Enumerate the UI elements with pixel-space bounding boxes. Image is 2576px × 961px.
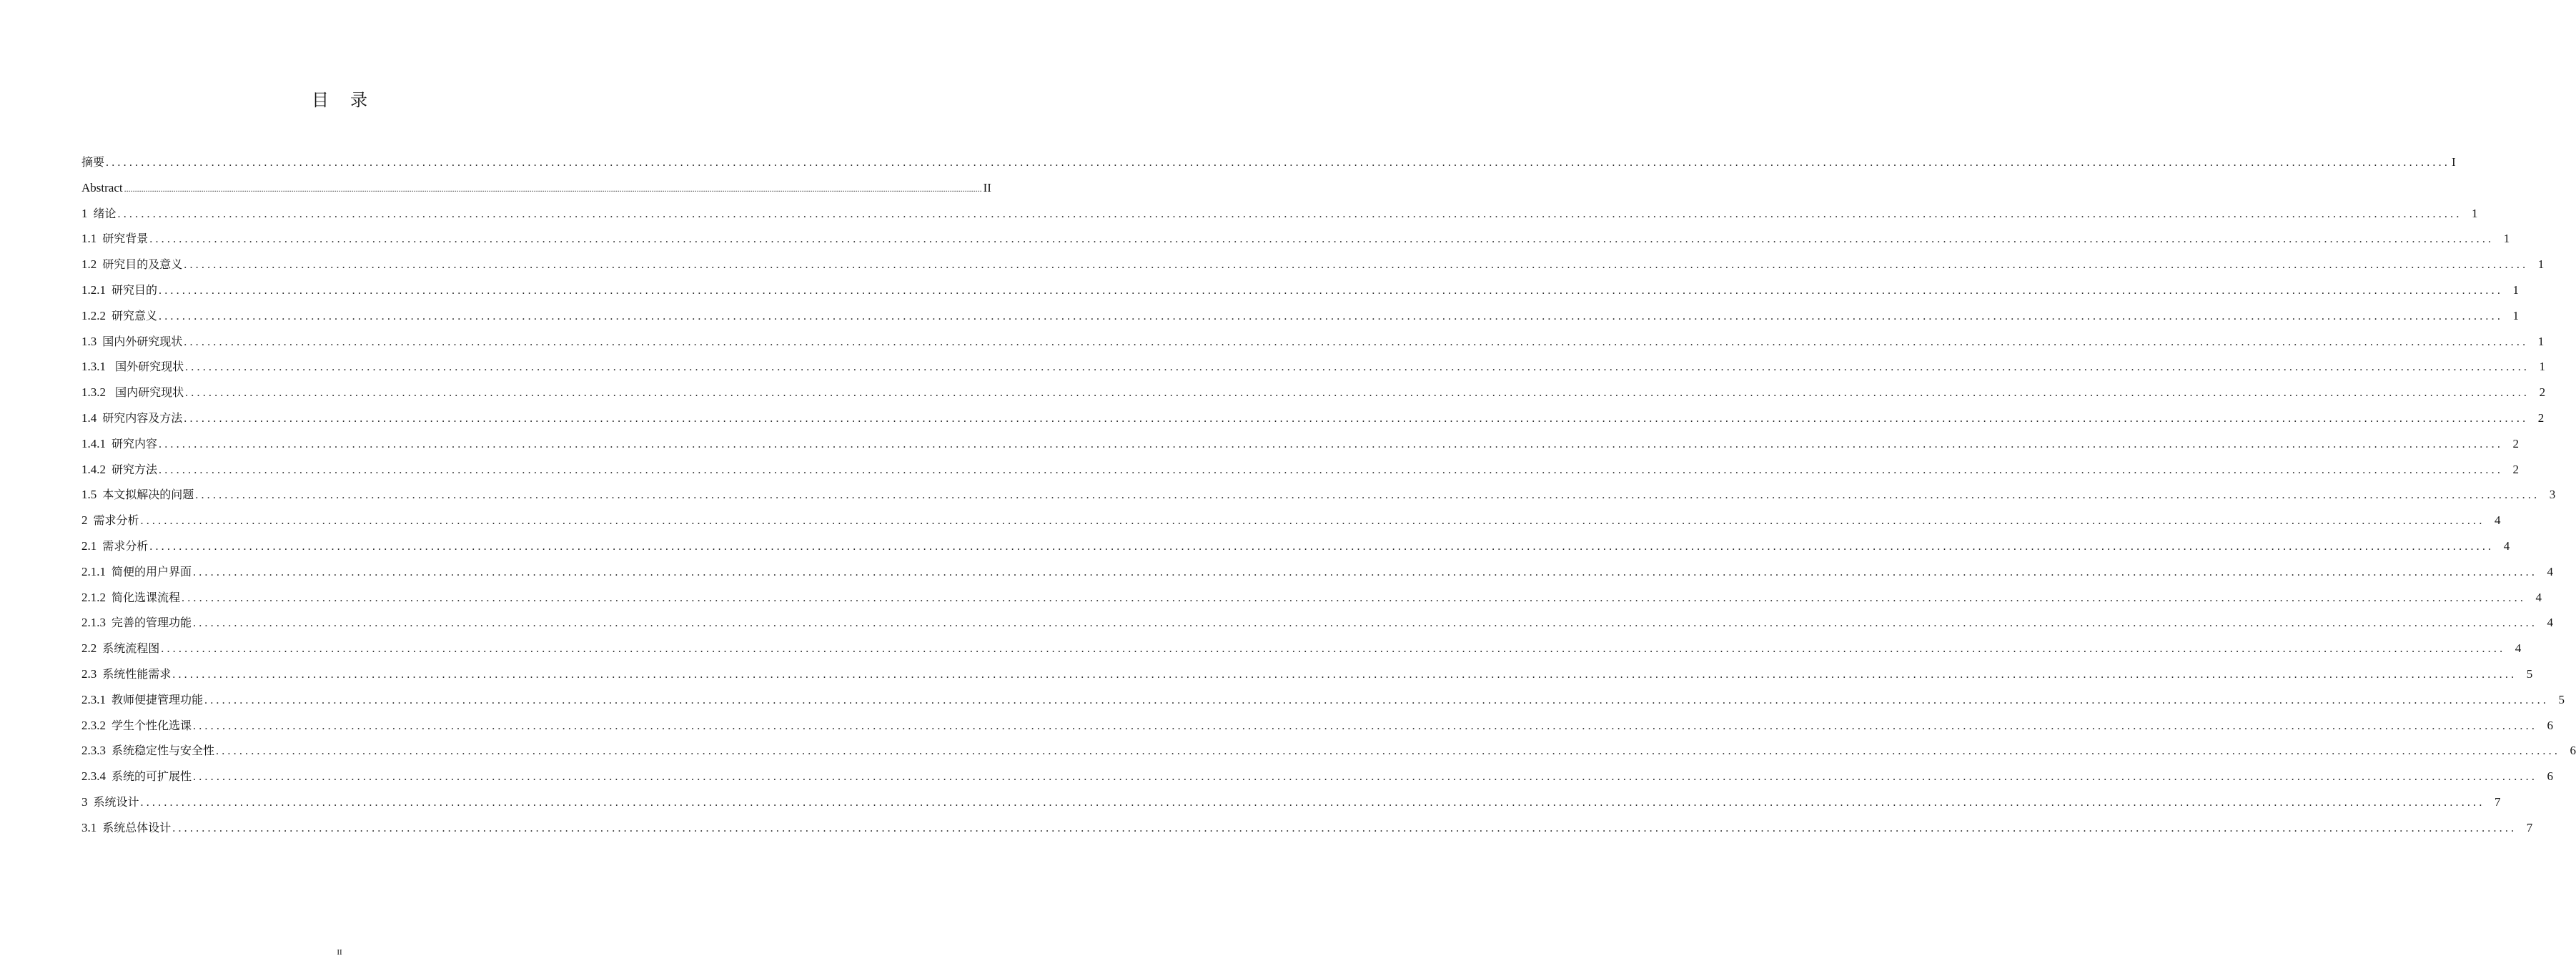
toc-entry[interactable] (81, 329, 2545, 355)
toc-entry-title: 国内外研究现状 (102, 334, 183, 348)
toc-entry-page: 1 (2537, 257, 2545, 272)
toc-entry-title: 研究背景 (102, 232, 149, 246)
toc-entry-label (81, 815, 171, 842)
toc-entry-label (81, 226, 148, 252)
toc-entry-title: 摘要 (81, 155, 105, 169)
toc-dot-leader: ................................................................................................................................................................................................................................................................................................................................................................................................................ (184, 259, 2529, 272)
toc-entry-page: 7 (2495, 794, 2501, 809)
toc-dot-leader: ................................................................................................................................................................................................................................................................................................................................................................................................................ (124, 183, 982, 194)
toc-entry-title: 简便的用户界面 (112, 564, 192, 578)
toc-entry-label (81, 533, 148, 560)
toc-dot-leader: ................................................................................................................................................................................................................................................................................................................................................................................................................ (172, 822, 2517, 834)
toc-entry-label (81, 585, 180, 611)
toc-entry-number: 1.5 (81, 488, 97, 502)
toc-entry-label (81, 610, 192, 636)
toc-entry-number: 2.1.1 (81, 564, 106, 578)
toc-entry-number: 2.3.2 (81, 718, 106, 732)
toc-entry-label (81, 482, 194, 508)
toc-dot-leader: ................................................................................................................................................................................................................................................................................................................................................................................................................ (159, 438, 2504, 450)
toc-entry-page: 6 (2547, 718, 2554, 732)
toc-entry[interactable] (81, 354, 2546, 380)
toc-entry-page: 4 (2547, 616, 2554, 630)
toc-entry-number: 2.1.2 (81, 590, 106, 604)
page-title-char-2: 录 (350, 90, 367, 110)
toc-entry-number: 2.3.3 (81, 744, 106, 758)
toc-entry[interactable] (81, 508, 2501, 533)
toc-entry[interactable] (81, 149, 2456, 175)
toc-dot-leader: ................................................................................................................................................................................................................................................................................................................................................................................................................ (184, 335, 2529, 348)
toc-entry-title: 系统的可扩展性 (112, 769, 192, 784)
toc-dot-leader: ................................................................................................................................................................................................................................................................................................................................................................................................................ (182, 591, 2527, 604)
toc-entry-page: 1 (2512, 282, 2520, 297)
toc-entry[interactable] (81, 380, 2546, 405)
toc-entry-number: 2.2 (81, 641, 97, 656)
toc-entry-page: 1 (2472, 206, 2478, 220)
toc-entry[interactable] (81, 226, 2510, 252)
toc-entry-number: 1.3 (81, 334, 97, 348)
toc-entry-title: 系统总体设计 (102, 820, 172, 834)
page-title-char-1: 目 (312, 90, 329, 110)
toc-entry-label (81, 764, 192, 790)
toc-entry[interactable] (81, 610, 2554, 636)
toc-entry-title: Abstract (81, 180, 123, 194)
toc-dot-leader: ................................................................................................................................................................................................................................................................................................................................................................................................................ (185, 387, 2530, 400)
toc-entry[interactable] (81, 252, 2545, 277)
toc-entry-label (81, 431, 157, 458)
toc-entry-title: 学生个性化选课 (112, 718, 192, 732)
toc-entry-title: 国内研究现状 (112, 385, 184, 400)
toc-entry[interactable] (81, 201, 2478, 227)
toc-entry-number: 1.3.2 (81, 385, 106, 400)
toc-entry-title: 本文拟解决的问题 (102, 488, 194, 502)
toc-entry-page: 6 (2570, 744, 2576, 758)
toc-entry-title: 研究内容 (112, 436, 158, 450)
toc-entry-page: 1 (2537, 334, 2545, 348)
toc-entry-label (81, 303, 157, 330)
toc-dot-leader: ................................................................................................................................................................................................................................................................................................................................................................................................................ (159, 284, 2504, 297)
toc-entry-page: 2 (2512, 436, 2520, 450)
toc-entry[interactable] (81, 431, 2520, 457)
toc-entry-label (81, 687, 203, 714)
toc-entry-label (81, 508, 139, 534)
toc-dot-leader: ................................................................................................................................................................................................................................................................................................................................................................................................................ (149, 540, 2495, 553)
toc-entry-number: 1.2.2 (81, 308, 106, 322)
toc-entry-label (81, 277, 157, 304)
toc-entry-number: 1.2.1 (81, 282, 106, 297)
toc-dot-leader: ................................................................................................................................................................................................................................................................................................................................................................................................................ (159, 463, 2504, 476)
toc-entry[interactable] (81, 175, 991, 201)
toc-dot-leader: ................................................................................................................................................................................................................................................................................................................................................................................................................ (106, 157, 2451, 169)
page-number: II (337, 948, 342, 957)
toc-dot-leader: ................................................................................................................................................................................................................................................................................................................................................................................................................ (140, 515, 2485, 528)
toc-entry-title: 研究内容及方法 (102, 410, 183, 425)
toc-entry-label (81, 636, 159, 662)
toc-entry-title: 简化选课流程 (112, 590, 181, 604)
toc-entry-page: 2 (2539, 385, 2546, 400)
toc-entry-label (81, 405, 182, 432)
toc-entry-title: 研究方法 (112, 462, 158, 476)
toc-entry-title: 系统设计 (93, 794, 139, 809)
toc-entry-page: 5 (2558, 692, 2565, 706)
toc-entry-label (81, 354, 184, 380)
toc-entry-number: 3.1 (81, 820, 97, 834)
toc-entry-title: 需求分析 (102, 538, 149, 553)
toc-entry[interactable] (81, 713, 2554, 739)
toc-entry[interactable] (81, 559, 2554, 585)
toc-entry[interactable] (81, 277, 2520, 303)
toc-entry-number: 3 (81, 794, 88, 809)
toc-entry-page: 1 (2503, 232, 2510, 246)
toc-dot-leader: ................................................................................................................................................................................................................................................................................................................................................................................................................ (161, 643, 2506, 656)
toc-entry-label (81, 713, 192, 739)
toc-entry-number: 1.4.2 (81, 462, 106, 476)
toc-entry[interactable] (81, 661, 2533, 687)
toc-dot-leader: ................................................................................................................................................................................................................................................................................................................................................................................................................ (193, 617, 2538, 630)
toc-dot-leader: ................................................................................................................................................................................................................................................................................................................................................................................................................ (185, 361, 2530, 374)
toc-entry-page: 4 (2515, 641, 2522, 656)
page-title (0, 86, 679, 111)
toc-entry-label (81, 380, 184, 406)
toc-entry-number: 1.1 (81, 232, 97, 246)
toc-entry-page: 5 (2526, 666, 2533, 681)
toc-entry-label (81, 252, 182, 278)
toc-entry-page: 2 (2512, 462, 2520, 476)
toc-entry-number: 2 (81, 513, 88, 528)
toc-entry-page: 1 (2539, 360, 2546, 374)
toc-entry[interactable] (81, 636, 2522, 661)
toc-entry-title: 研究目的 (112, 282, 158, 297)
toc-entry[interactable] (81, 303, 2520, 329)
toc-entry-number: 2.1 (81, 538, 97, 553)
toc-entry-title: 国外研究现状 (112, 360, 184, 374)
toc-entry-title: 系统流程图 (102, 641, 160, 656)
toc-entry-title: 系统性能需求 (102, 666, 172, 681)
toc-entry-number: 2.3 (81, 666, 97, 681)
toc-entry[interactable] (81, 585, 2542, 611)
toc-dot-leader: ................................................................................................................................................................................................................................................................................................................................................................................................................ (159, 310, 2504, 322)
toc-entry[interactable] (81, 738, 2576, 764)
toc-dot-leader: ................................................................................................................................................................................................................................................................................................................................................................................................................ (140, 796, 2485, 809)
toc-entry-title: 研究意义 (112, 308, 158, 322)
toc-dot-leader: ................................................................................................................................................................................................................................................................................................................................................................................................................ (149, 233, 2495, 246)
toc-entry[interactable] (81, 789, 2501, 815)
toc-dot-leader: ................................................................................................................................................................................................................................................................................................................................................................................................................ (193, 566, 2538, 578)
toc-dot-leader: ................................................................................................................................................................................................................................................................................................................................................................................................................ (117, 207, 2462, 220)
toc-entry-title: 研究目的及意义 (102, 257, 183, 272)
toc-entry-page: 4 (2547, 564, 2554, 578)
toc-dot-leader: ................................................................................................................................................................................................................................................................................................................................................................................................................ (195, 489, 2540, 502)
toc-entry-number: 1.2 (81, 257, 97, 272)
toc-entry-number: 2.3.4 (81, 769, 106, 784)
toc-entry[interactable] (81, 482, 2556, 508)
toc-entry-title: 绪论 (93, 206, 117, 220)
toc-entry-page: 4 (2535, 590, 2542, 604)
toc-entry-label (81, 201, 117, 227)
toc-entry[interactable] (81, 405, 2545, 431)
toc-entry-number: 1.4 (81, 410, 97, 425)
toc-entry-label (81, 738, 214, 764)
toc-entry[interactable] (81, 764, 2554, 789)
table-of-contents (81, 149, 2576, 841)
toc-entry-label (81, 559, 192, 586)
toc-entry-label (81, 457, 157, 483)
toc-entry[interactable] (81, 815, 2533, 841)
toc-entry-label (81, 789, 139, 816)
toc-dot-leader: ................................................................................................................................................................................................................................................................................................................................................................................................................ (216, 745, 2561, 758)
toc-entry-page: 7 (2526, 820, 2533, 834)
toc-entry-number: 1.4.1 (81, 436, 106, 450)
toc-entry-page: 2 (2537, 410, 2545, 425)
toc-entry-page: I (2452, 155, 2456, 169)
toc-entry-label (81, 149, 104, 176)
toc-entry-label (81, 329, 182, 355)
toc-entry-title: 教师便捷管理功能 (112, 692, 204, 706)
toc-entry-page: 4 (2495, 513, 2501, 528)
toc-entry[interactable] (81, 533, 2510, 559)
toc-entry-page: II (983, 180, 991, 194)
toc-dot-leader: ................................................................................................................................................................................................................................................................................................................................................................................................................ (193, 719, 2538, 732)
toc-entry-number: 1 (81, 206, 88, 220)
toc-entry-page: 6 (2547, 769, 2554, 784)
toc-entry-label (81, 661, 171, 688)
toc-dot-leader: ................................................................................................................................................................................................................................................................................................................................................................................................................ (172, 668, 2517, 681)
toc-entry-title: 需求分析 (93, 513, 139, 528)
toc-entry-page: 1 (2512, 308, 2520, 322)
toc-entry-page: 4 (2503, 538, 2510, 553)
toc-entry-title: 完善的管理功能 (112, 616, 192, 630)
toc-entry-page: 3 (2549, 488, 2556, 502)
toc-dot-leader: ................................................................................................................................................................................................................................................................................................................................................................................................................ (193, 771, 2538, 784)
toc-entry-label (81, 175, 123, 202)
toc-entry[interactable] (81, 687, 2565, 713)
toc-dot-leader: ................................................................................................................................................................................................................................................................................................................................................................................................................ (204, 694, 2550, 706)
toc-entry-title: 系统稳定性与安全性 (112, 744, 215, 758)
toc-entry[interactable] (81, 457, 2520, 483)
toc-entry-number: 2.1.3 (81, 616, 106, 630)
toc-dot-leader: ................................................................................................................................................................................................................................................................................................................................................................................................................ (184, 412, 2529, 425)
toc-entry-number: 1.3.1 (81, 360, 106, 374)
toc-entry-number: 2.3.1 (81, 692, 106, 706)
